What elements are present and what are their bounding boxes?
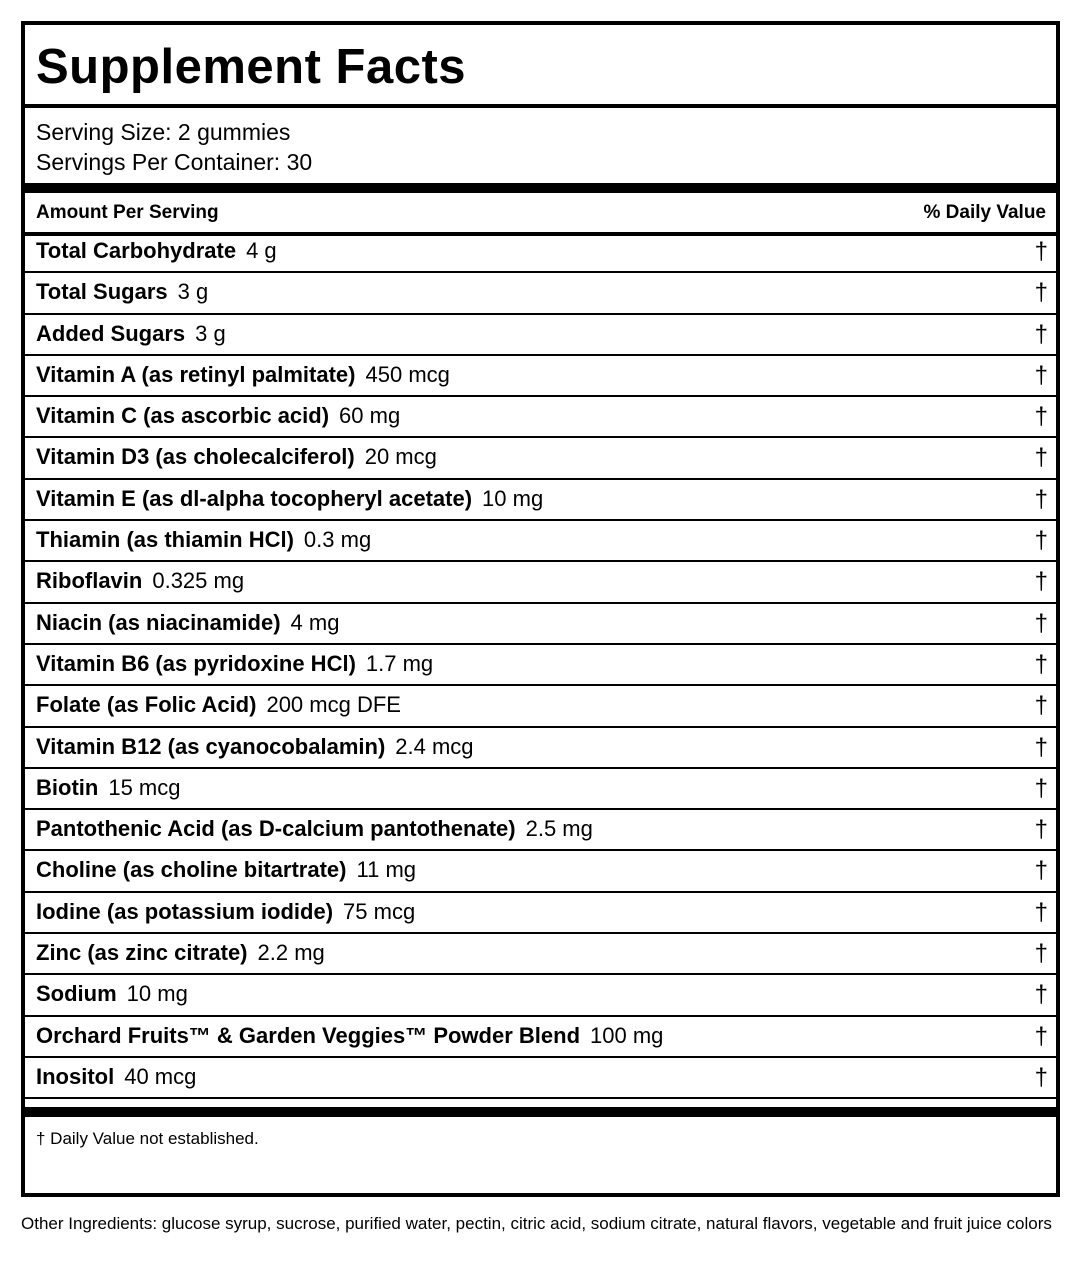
nutrient-name-text: Vitamin E (as dl-alpha tocopheryl acetate): [36, 485, 473, 511]
nutrient-name-text: Total Carbohydrate: [36, 238, 237, 263]
daily-value-dagger: †: [1034, 527, 1048, 555]
nutrient-name: [36, 651, 433, 677]
nutrient-name: [36, 527, 371, 553]
daily-value-dagger: †: [1034, 361, 1048, 389]
nutrient-name-text: Choline (as choline bitartrate): [36, 857, 347, 883]
nutrient-name-text: Pantothenic Acid (as D-calcium pantothenate): [36, 816, 516, 842]
nutrient-name-text: Sodium: [36, 981, 117, 1007]
nutrient-amount: 60 mg: [339, 403, 401, 429]
nutrient-row: [25, 810, 1056, 851]
nutrient-amount: 3 g: [177, 279, 209, 305]
serving-size: Serving Size: 2 gummies: [36, 119, 291, 145]
nutrient-name-text: Vitamin B6 (as pyridoxine HCl): [36, 650, 356, 676]
nutrient-row: [25, 686, 1056, 727]
nutrient-name-text: Vitamin B12 (as cyanocobalamin): [36, 733, 386, 759]
nutrient-name: [36, 486, 543, 512]
title-box: [25, 25, 1056, 108]
nutrient-row: [25, 934, 1056, 975]
daily-value-dagger: †: [1034, 403, 1048, 431]
nutrient-name-text: Orchard Fruits™ & Garden Veggies™ Powder Blend: [36, 1022, 581, 1048]
nutrient-name-text: Zinc (as zinc citrate): [36, 940, 248, 966]
nutrient-amount: 100 mg: [590, 1022, 664, 1048]
nutrient-name-text: Iodine (as potassium iodide): [36, 898, 334, 924]
nutrient-row: [25, 232, 1056, 273]
nutrient-name-text: Riboflavin: [36, 568, 143, 594]
nutrient-row: [25, 273, 1056, 314]
nutrient-name: [36, 734, 474, 760]
nutrient-name: [36, 940, 325, 966]
nutrient-name: [36, 899, 415, 925]
nutrient-row: [25, 769, 1056, 810]
daily-value-dagger: †: [1034, 1022, 1048, 1050]
column-header: [25, 193, 1056, 236]
daily-value-dagger: †: [1034, 898, 1048, 926]
nutrient-name: [36, 279, 208, 305]
nutrient-name: [36, 238, 277, 264]
servings-per-container: Servings Per Container: 30: [36, 149, 313, 175]
daily-value-dagger: †: [1034, 650, 1048, 678]
nutrient-row: [25, 480, 1056, 521]
nutrient-name-text: Vitamin A (as retinyl palmitate): [36, 361, 356, 387]
nutrient-amount: 10 mg: [482, 485, 544, 511]
nutrient-name: [36, 444, 437, 470]
nutrient-name: [36, 692, 401, 718]
nutrient-name-text: Inositol: [36, 1063, 115, 1089]
daily-value-dagger: †: [1034, 733, 1048, 761]
nutrient-row: [25, 975, 1056, 1016]
nutrient-name: [36, 321, 226, 347]
thick-divider-top: [25, 183, 1056, 193]
amount-per-serving-label: Amount Per Serving: [36, 202, 219, 223]
nutrient-row: [25, 893, 1056, 934]
nutrient-row: [25, 645, 1056, 686]
nutrient-name: [36, 403, 400, 429]
nutrient-amount: 3 g: [195, 320, 226, 346]
nutrient-amount: 4 g: [246, 238, 277, 263]
nutrient-amount: 2.5 mg: [525, 816, 593, 842]
nutrient-row: [25, 397, 1056, 438]
daily-value-dagger: †: [1034, 940, 1048, 968]
nutrient-name: [36, 362, 450, 388]
nutrient-amount: 0.3 mg: [303, 527, 372, 553]
nutrient-row: [25, 438, 1056, 479]
nutrient-name-text: Vitamin D3 (as cholecalciferol): [36, 444, 355, 470]
nutrient-name: [36, 568, 244, 594]
nutrient-name: [36, 1064, 196, 1090]
nutrient-name: [36, 857, 416, 883]
nutrient-amount: 11 mg: [356, 857, 417, 883]
nutrient-amount: 10 mg: [126, 981, 188, 1007]
nutrient-amount: 450 mcg: [365, 361, 450, 387]
daily-value-dagger: †: [1034, 320, 1048, 348]
thick-divider-bottom: [25, 1107, 1056, 1117]
nutrient-row: [25, 851, 1056, 892]
nutrient-amount: 2.2 mg: [257, 940, 325, 966]
nutrient-name: [36, 1023, 663, 1049]
nutrient-amount: 20 mcg: [364, 444, 437, 470]
nutrient-name-text: Added Sugars: [36, 320, 186, 346]
daily-value-dagger: †: [1034, 692, 1048, 720]
daily-value-dagger: †: [1034, 485, 1048, 513]
daily-value-dagger: †: [1034, 857, 1048, 885]
serving-info: [36, 117, 312, 177]
footnote: † Daily Value not established.: [36, 1129, 259, 1148]
nutrient-row: [25, 521, 1056, 562]
nutrient-amount: 15 mcg: [108, 774, 181, 800]
nutrient-amount: 0.325 mg: [152, 568, 245, 594]
nutrient-amount: 4 mg: [290, 609, 340, 635]
nutrient-amount: 75 mcg: [343, 898, 416, 924]
nutrient-table: [25, 232, 1056, 1099]
nutrient-name-text: Biotin: [36, 774, 99, 800]
nutrient-row: [25, 562, 1056, 603]
nutrient-row: [25, 356, 1056, 397]
nutrient-row: [25, 315, 1056, 356]
nutrient-name: [36, 816, 593, 842]
other-ingredients: Other Ingredients: glucose syrup, sucrose, purified water, pectin, citric acid, sodium citrate, natural flavors, vegetable and fruit juice colors: [21, 1214, 1052, 1233]
nutrient-row: [25, 728, 1056, 769]
daily-value-dagger: †: [1034, 981, 1048, 1009]
daily-value-label: % Daily Value: [923, 202, 1046, 223]
supplement-facts-panel: [21, 21, 1060, 1197]
daily-value-dagger: †: [1034, 1063, 1048, 1091]
nutrient-row: [25, 1058, 1056, 1099]
nutrient-amount: 2.4 mcg: [395, 733, 474, 759]
daily-value-dagger: †: [1034, 609, 1048, 637]
nutrient-name-text: Vitamin C (as ascorbic acid): [36, 403, 330, 429]
nutrient-row: [25, 1017, 1056, 1058]
nutrient-name-text: Folate (as Folic Acid): [36, 692, 257, 718]
nutrient-name-text: Total Sugars: [36, 279, 168, 305]
daily-value-dagger: †: [1034, 238, 1048, 265]
nutrient-row: [25, 604, 1056, 645]
daily-value-dagger: †: [1034, 774, 1048, 802]
nutrient-name-text: Niacin (as niacinamide): [36, 609, 281, 635]
daily-value-dagger: †: [1034, 568, 1048, 596]
daily-value-dagger: †: [1034, 279, 1048, 307]
daily-value-dagger: †: [1034, 816, 1048, 844]
nutrient-name: [36, 981, 188, 1007]
daily-value-dagger: †: [1034, 444, 1048, 472]
nutrient-amount: 1.7 mg: [365, 650, 434, 676]
nutrient-name: [36, 610, 339, 636]
page-title: Supplement Facts: [36, 40, 467, 94]
nutrient-name-text: Thiamin (as thiamin HCl): [36, 527, 294, 553]
nutrient-name: [36, 775, 180, 801]
nutrient-amount: 200 mcg DFE: [266, 692, 401, 718]
nutrient-amount: 40 mcg: [124, 1063, 197, 1089]
